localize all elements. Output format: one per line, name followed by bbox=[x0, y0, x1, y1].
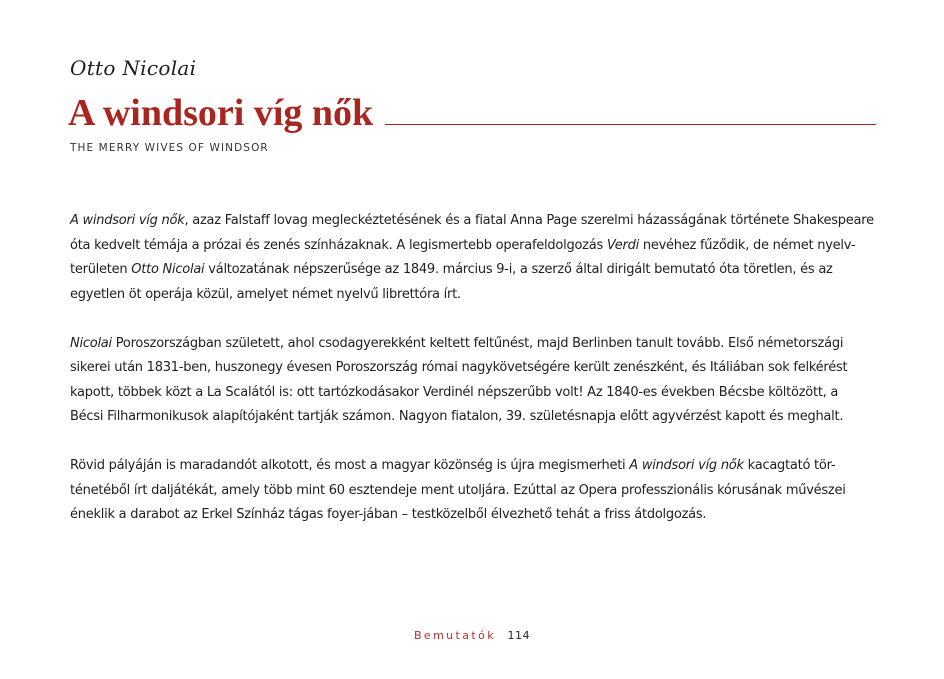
text-line bbox=[70, 283, 870, 308]
body-paragraph bbox=[70, 209, 874, 307]
text-run: óta kedvelt témája a prózai és zenés színházaknak. A legismertebb operafeldolgozás bbox=[70, 237, 607, 253]
text-run: sikerei után 1831-ben, huszonegy évesen Poroszország római nagykövetségére került zenészként, és Itáliában sok felkérést bbox=[70, 360, 848, 375]
text-line bbox=[70, 479, 870, 504]
text-run: Rövid pályáján is maradandót alkotott, és most a magyar közönség is újra megismerheti bbox=[70, 458, 630, 473]
italic-text-run: A windsori víg nők bbox=[70, 213, 185, 228]
page-footer bbox=[0, 629, 944, 642]
title-row bbox=[68, 92, 876, 134]
italic-text-run: A windsori víg nők bbox=[629, 458, 744, 473]
body-paragraph bbox=[70, 332, 870, 430]
text-line bbox=[70, 405, 870, 430]
page-title: A windsori víg nők bbox=[68, 92, 374, 134]
text-run: Poroszországban született, ahol csodagyerekként keltett feltűnést, majd Berlinben tanult tovább. Első németországi bbox=[111, 335, 844, 351]
text-line bbox=[70, 332, 870, 357]
text-run: éneklik a darabot az Erkel Színház tágas foyer-jában – testközelből élvezhető tehát a friss átdolgozás. bbox=[70, 507, 707, 522]
page-number: 114 bbox=[507, 629, 531, 642]
text-line bbox=[70, 503, 870, 528]
text-line bbox=[70, 258, 870, 283]
italic-text-run: Verdi bbox=[606, 237, 639, 253]
text-run: kacagtató tör- bbox=[743, 458, 836, 473]
text-line bbox=[70, 356, 870, 381]
text-run: nevéhez fűződik, de német nyelv- bbox=[638, 237, 856, 253]
title-rule bbox=[385, 124, 876, 125]
text-run: kapott, többek közt a La Scalától is: ott tartózkodásakor Verdinél népszerűbb volt! Az 1840-es években Bécsbe költözött, a bbox=[70, 384, 839, 400]
text-run: ténetéből írt daljátékát, amely több mint 60 esztendeje ment utoljára. Ezúttal az Opera professzionális kórusának művészei bbox=[70, 482, 846, 498]
italic-text-run: Otto Nicolai bbox=[131, 262, 205, 277]
article-body bbox=[70, 209, 874, 552]
text-line bbox=[70, 234, 870, 259]
footer-section-label: Bemutatók bbox=[413, 629, 497, 642]
text-line bbox=[70, 381, 870, 406]
text-run: területen bbox=[70, 262, 132, 277]
text-line bbox=[70, 209, 874, 234]
composer-name: Otto Nicolai bbox=[70, 56, 197, 80]
text-line bbox=[70, 454, 870, 479]
page-subtitle: THE MERRY WIVES OF WINDSOR bbox=[70, 142, 269, 154]
italic-text-run: Nicolai bbox=[70, 335, 112, 351]
text-run: Bécsi Filharmonikusok alapítójaként tartják számon. Nagyon fiatalon, 39. születésnapja előtt agyvérzést kapott és meghalt. bbox=[70, 409, 844, 424]
text-run: változatának népszerűsége az 1849. március 9-i, a szerző által dirigált bemutató óta töretlen, és az bbox=[204, 262, 833, 277]
text-run: , azaz Falstaff lovag megleckéztetésének és a fiatal Anna Page szerelmi házasságának története Shakespeare bbox=[184, 213, 874, 228]
body-paragraph bbox=[70, 454, 870, 528]
text-run: egyetlen öt operája közül, amelyet német nyelvű librettóra írt. bbox=[70, 286, 461, 302]
